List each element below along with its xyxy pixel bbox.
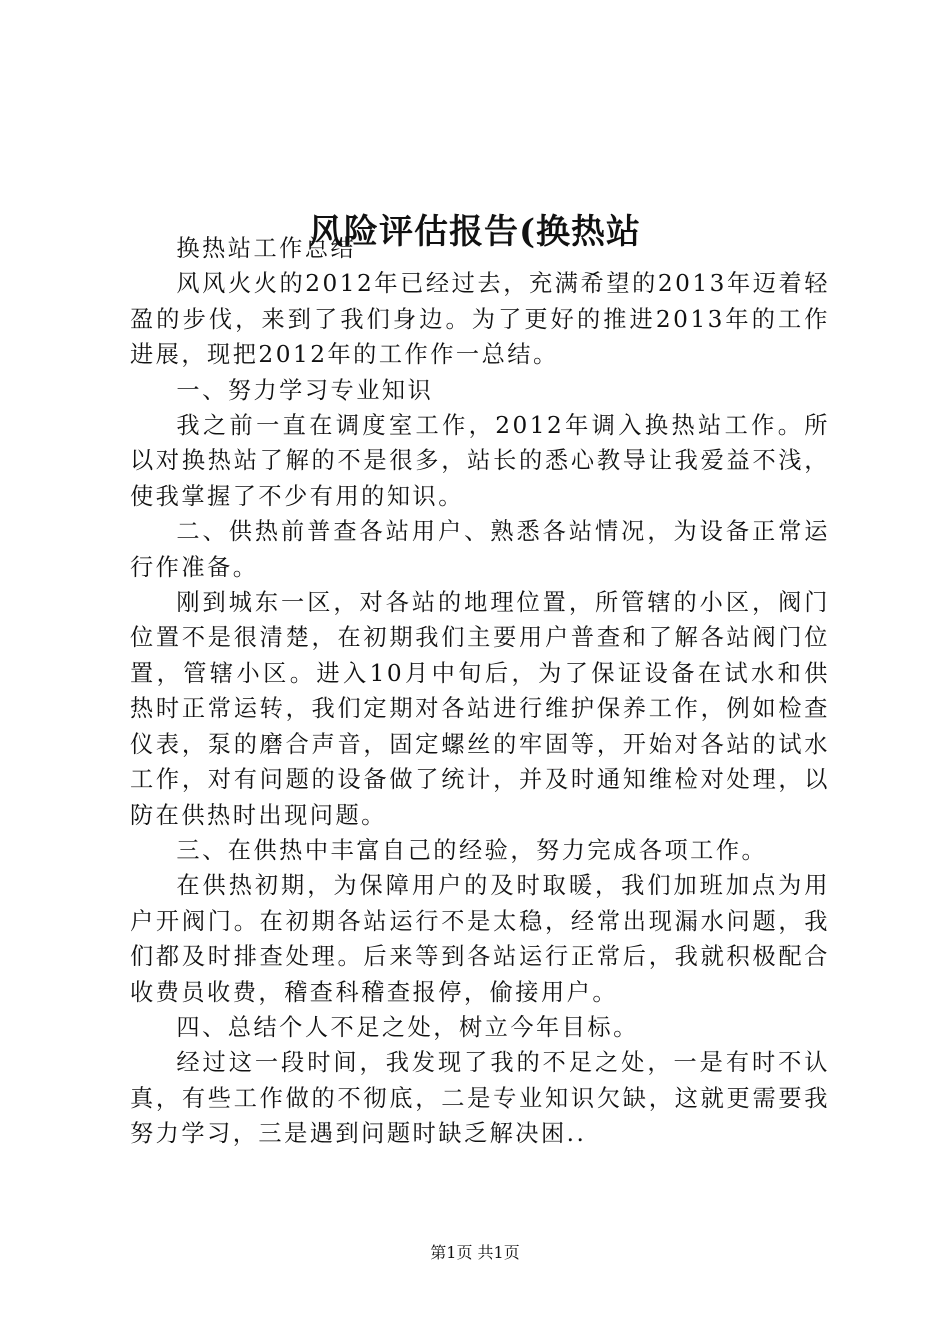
paragraph-section-3: 在供热初期，为保障用户的及时取暖，我们加班加点为用户开阀门。在初期各站运行不是太稳，经常出现漏水问题，我们都及时排查处理。后来等到各站运行正常后，我就积极配合收费员收费，稽查科稽查报停，偷接用户。 [130,872,830,1006]
paragraph-section-4: 经过这一段时间，我发现了我的不足之处，一是有时不认真，有些工作做的不彻底，二是专业知识欠缺，这就更需要我努力学习，三是遇到问题时缺乏解决困.. [130,1049,830,1148]
section-heading-2: 二、供热前普查各站用户、熟悉各站情况，为设备正常运行作准备。 [130,518,830,581]
section-heading-3: 三、在供热中丰富自己的经验，努力完成各项工作。 [176,836,768,864]
paragraph-intro: 风风火火的2012年已经过去，充满希望的2013年迈着轻盈的步伐，来到了我们身边。为了更好的推进2013年的工作进展，现把2012年的工作作一总结。 [130,270,830,369]
section-heading-4: 四、总结个人不足之处，树立今年目标。 [176,1013,639,1041]
section-heading-1: 一、努力学习专业知识 [176,376,434,404]
document-title: 风险评估报告(换热站 [308,211,642,252]
paragraph-subtitle: 换热站工作总结 [176,235,357,262]
paragraph-section-2: 刚到城东一区，对各站的地理位置，所管辖的小区，阀门位置不是很清楚，在初期我们主要用户普查和了解各站阀门位置，管辖小区。进入10月中旬后，为了保证设备在试水和供热时正常运转，我们定期对各站进行维护保养工作，例如检查仪表，泵的磨合声音，固定螺丝的牢固等，开始对各站的试水工作，对有问题的设备做了统计，并及时通知维检对处理，以防在供热时出现问题。 [130,589,830,829]
page-footer: 第1页 共1页 [430,1243,520,1262]
paragraph-section-1: 我之前一直在调度室工作，2012年调入换热站工作。所以对换热站了解的不是很多，站长的悉心教导让我爱益不浅，使我掌握了不少有用的知识。 [130,412,830,510]
document-body [130,231,830,1152]
